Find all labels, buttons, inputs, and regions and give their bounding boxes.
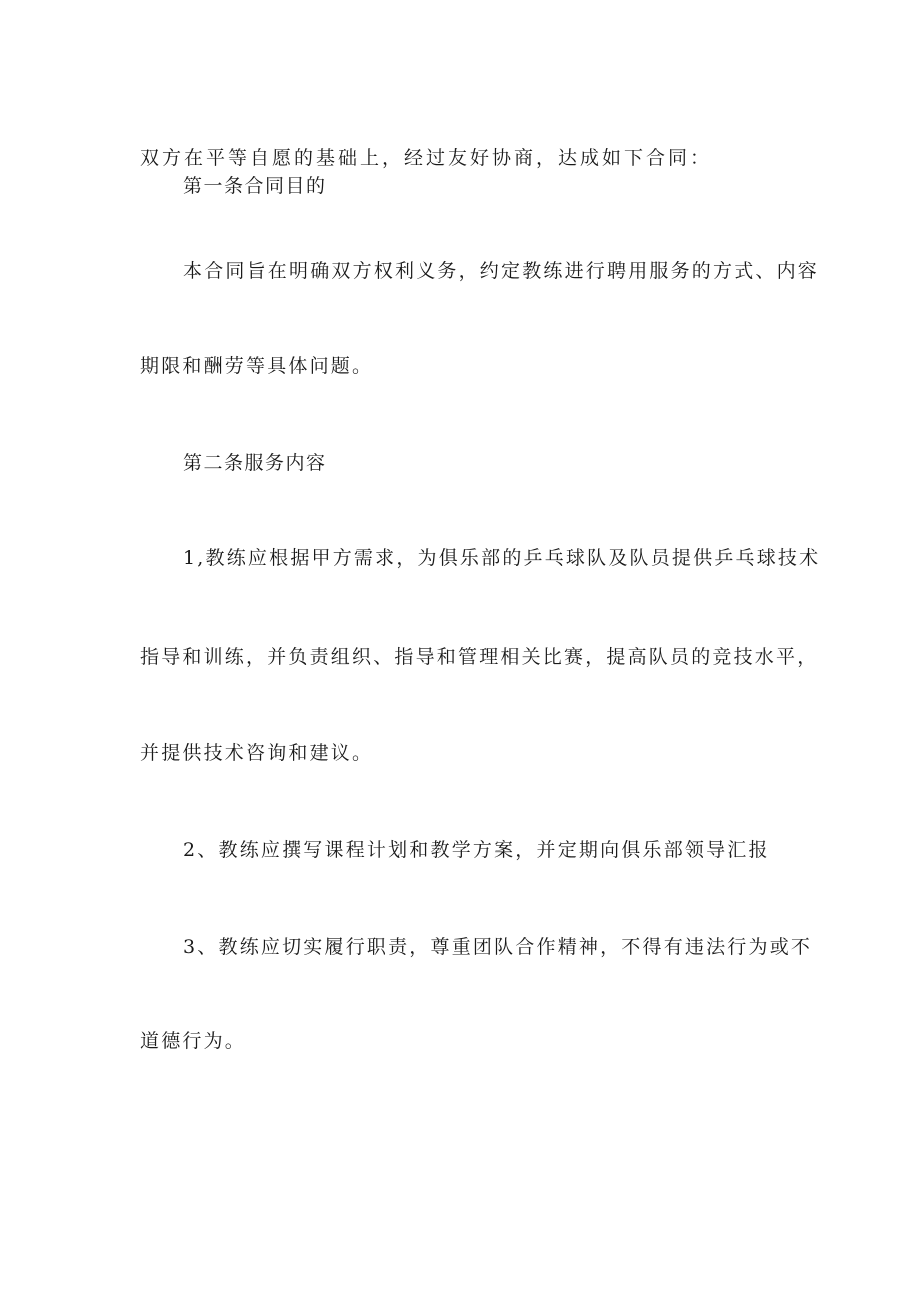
service-item-3-line-2: 道德行为。 bbox=[140, 1030, 247, 1052]
article-1-heading: 第一条合同目的 bbox=[183, 175, 327, 197]
article-1-body-line-2: 期限和酬劳等具体问题。 bbox=[140, 355, 374, 377]
service-item-2: 2、教练应撰写课程计划和教学方案，并定期向俱乐部领导汇报 bbox=[183, 839, 770, 861]
article-2-heading: 第二条服务内容 bbox=[183, 452, 327, 474]
service-item-3-line-1: 3、教练应切实履行职责，尊重团队合作精神，不得有违法行为或不 bbox=[183, 936, 813, 958]
intro-text: 双方在平等自愿的基础上，经过友好协商，达成如下合同： bbox=[140, 147, 713, 169]
service-item-1-line-2: 指导和训练，并负责组织、指导和管理相关比赛，提高队员的竞技水平， bbox=[140, 646, 819, 668]
article-1-body-line-1: 本合同旨在明确双方权利义务，约定教练进行聘用服务的方式、内容 bbox=[183, 260, 820, 282]
service-item-1-line-1: 1,教练应根据甲方需求，为俱乐部的乒乓球队及队员提供乒乓球技术 bbox=[183, 547, 821, 569]
service-item-1-line-3: 并提供技术咨询和建议。 bbox=[140, 742, 374, 764]
